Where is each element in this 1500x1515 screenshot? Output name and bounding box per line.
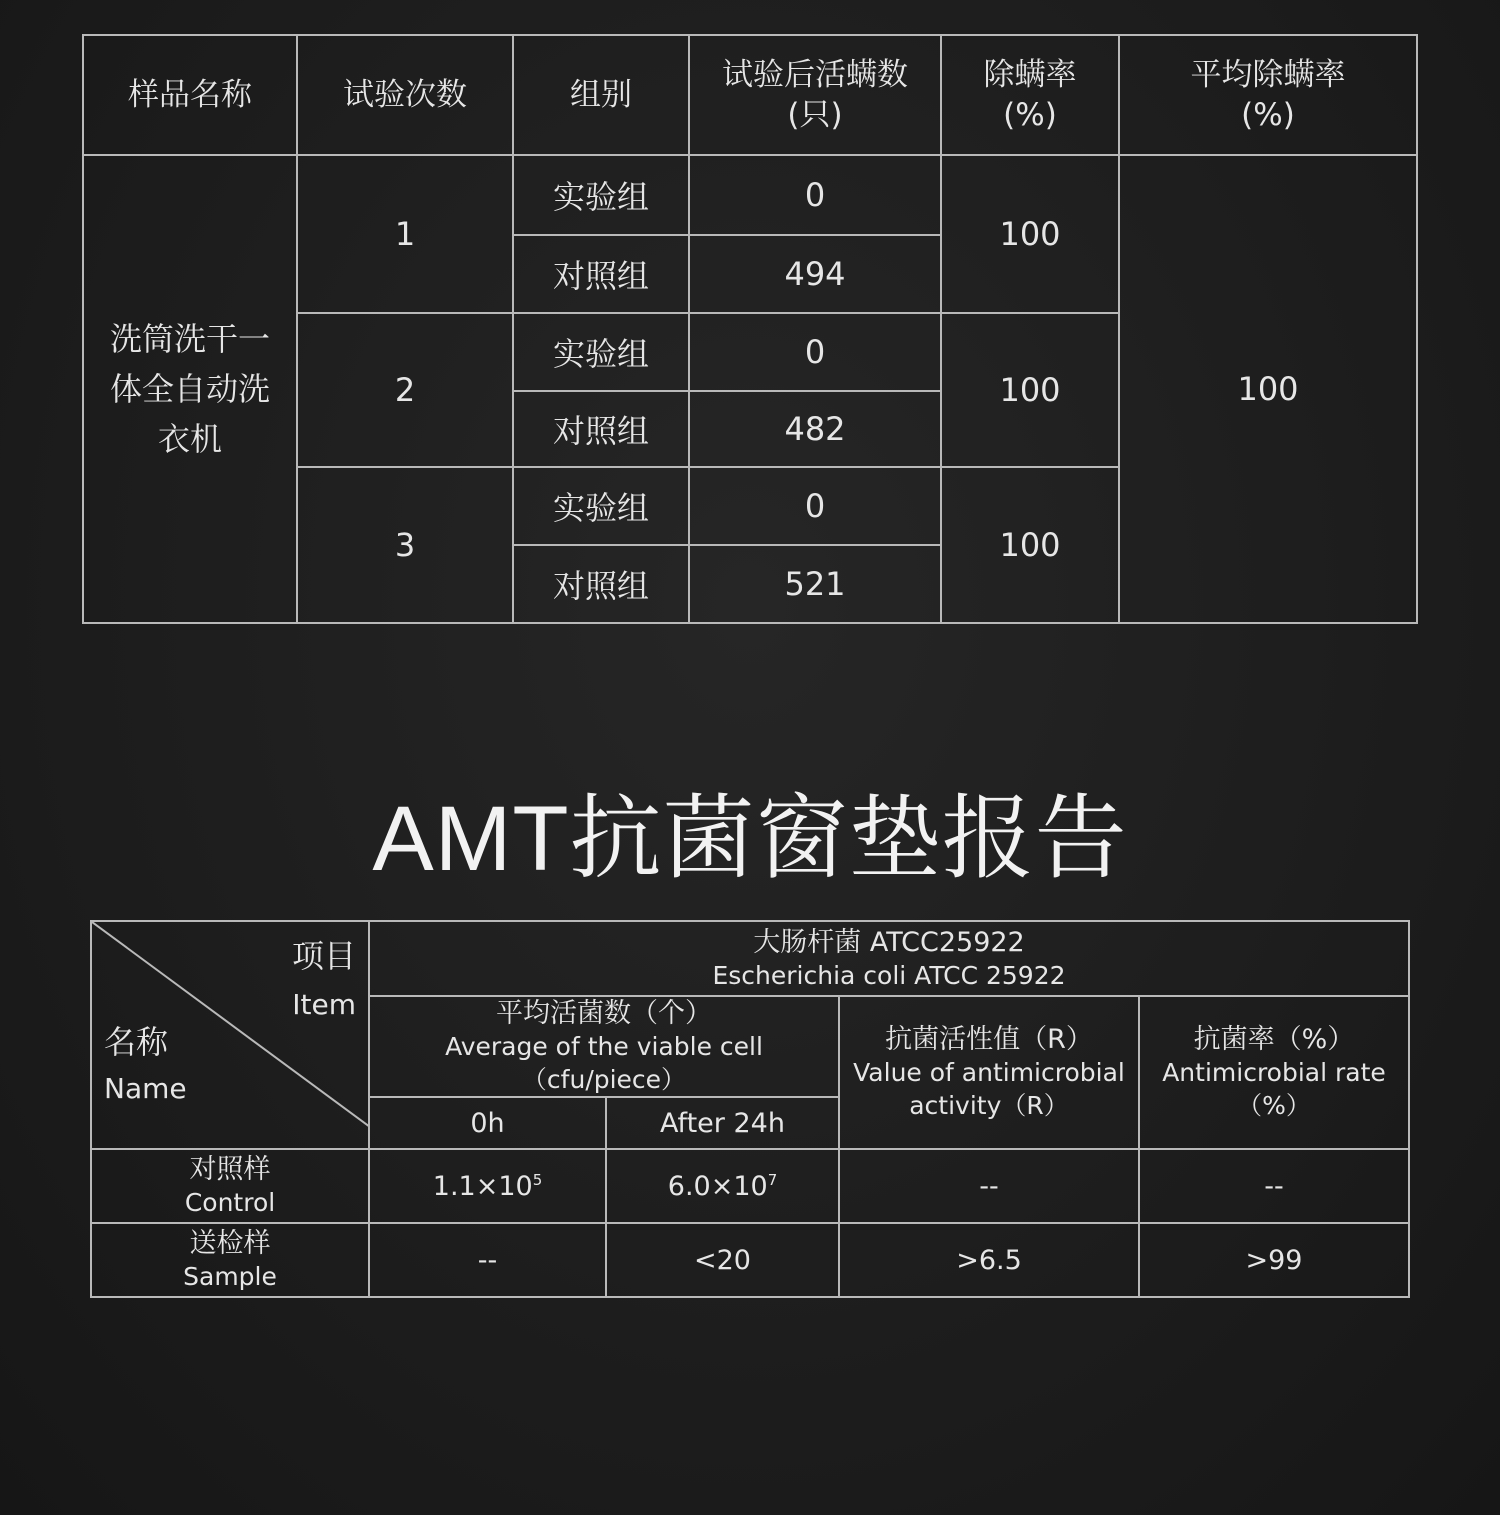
header-group: 组别 xyxy=(513,35,689,155)
header-removal-rate xyxy=(941,35,1119,155)
trial-number: 3 xyxy=(297,467,513,623)
mite-count: 482 xyxy=(689,391,941,467)
mite-count: 0 xyxy=(689,155,941,235)
row-name-control xyxy=(91,1149,369,1223)
row-name-cn: 送检样 xyxy=(189,1228,271,1259)
mite-count: 0 xyxy=(689,313,941,391)
mite-header-row xyxy=(83,35,1417,155)
rate-en-2: （%） xyxy=(1237,1091,1311,1120)
group-label: 实验组 xyxy=(513,313,689,391)
control-24h-value xyxy=(606,1149,839,1223)
activity-en-1: Value of antimicrobial xyxy=(853,1058,1125,1087)
removal-rate: 100 xyxy=(941,155,1119,313)
group-label: 对照组 xyxy=(513,545,689,623)
trial-number: 2 xyxy=(297,313,513,467)
control-rate-value: -- xyxy=(1139,1149,1409,1223)
header-avg-rate xyxy=(1119,35,1417,155)
activity-cn: 抗菌活性值（R） xyxy=(885,1024,1093,1055)
mite-count: 494 xyxy=(689,235,941,313)
control-activity-value: -- xyxy=(839,1149,1139,1223)
viable-cell-cn: 平均活菌数（个） xyxy=(496,998,712,1029)
value-base: 1.1×10 xyxy=(432,1170,533,1202)
header-sample-name: 样品名称 xyxy=(83,35,297,155)
group-label: 对照组 xyxy=(513,235,689,313)
sample-activity-value: >6.5 xyxy=(839,1223,1139,1297)
corner-item-en: Item xyxy=(292,988,356,1021)
section-title: AMT抗菌窗垫报告 xyxy=(372,788,1128,890)
corner-header-cell xyxy=(91,921,369,1149)
mite-count: 521 xyxy=(689,545,941,623)
viable-cell-en: Average of the viable cell（cfu/piece） xyxy=(445,1032,763,1094)
amt-header-row xyxy=(91,921,1409,996)
mite-removal-table xyxy=(82,34,1418,624)
value-base: 6.0×10 xyxy=(667,1170,768,1202)
row-name-sample xyxy=(91,1223,369,1297)
viable-cell-header xyxy=(369,996,839,1097)
corner-name-en: Name xyxy=(104,1072,187,1105)
header-live-mites xyxy=(689,35,941,155)
removal-rate: 100 xyxy=(941,467,1119,623)
removal-rate: 100 xyxy=(941,313,1119,467)
row-name-en: Sample xyxy=(183,1262,277,1291)
organism-header xyxy=(369,921,1409,996)
rate-en-1: Antimicrobial rate xyxy=(1162,1058,1386,1087)
header-avg-rate-cn: 平均除螨率 xyxy=(1190,57,1346,93)
rate-header xyxy=(1139,996,1409,1149)
table-row xyxy=(91,1223,1409,1297)
activity-header xyxy=(839,996,1139,1149)
header-live-mites-cn: 试验后活螨数 xyxy=(722,57,908,93)
group-label: 对照组 xyxy=(513,391,689,467)
mite-count: 0 xyxy=(689,467,941,545)
group-label: 实验组 xyxy=(513,155,689,235)
sample-name-line: 衣机 xyxy=(157,420,222,458)
corner-name-cn: 名称 xyxy=(104,1023,169,1061)
time-0h-header: 0h xyxy=(369,1097,606,1149)
sample-name-line: 洗筒洗干一 xyxy=(109,320,270,358)
corner-item-cn: 项目 xyxy=(291,937,356,975)
sample-name-line: 体全自动洗 xyxy=(109,370,270,408)
sample-name-cell xyxy=(83,155,297,623)
table-row xyxy=(83,155,1417,235)
table-row xyxy=(91,1149,1409,1223)
sample-rate-value: >99 xyxy=(1139,1223,1409,1297)
organism-en: Escherichia coli ATCC 25922 xyxy=(712,960,1066,990)
control-0h-value xyxy=(369,1149,606,1223)
amt-antibacterial-table xyxy=(90,920,1410,1298)
row-name-en: Control xyxy=(184,1188,276,1217)
time-24h-header: After 24h xyxy=(606,1097,839,1149)
row-name-cn: 对照样 xyxy=(189,1154,271,1185)
organism-cn: 大肠杆菌 ATCC25922 xyxy=(753,926,1025,958)
activity-en-2: activity（R） xyxy=(909,1091,1069,1120)
value-exponent: 7 xyxy=(767,1170,778,1189)
value-exponent: 5 xyxy=(532,1170,543,1189)
header-trial-count: 试验次数 xyxy=(297,35,513,155)
sample-24h-value: <20 xyxy=(606,1223,839,1297)
header-removal-rate-cn: 除螨率 xyxy=(983,57,1077,93)
group-label: 实验组 xyxy=(513,467,689,545)
rate-cn: 抗菌率（%） xyxy=(1193,1024,1355,1055)
header-removal-rate-unit: (%) xyxy=(1003,97,1057,133)
trial-number: 1 xyxy=(297,155,513,313)
average-rate: 100 xyxy=(1119,155,1417,623)
sample-0h-value: -- xyxy=(369,1223,606,1297)
header-live-mites-unit: (只) xyxy=(787,97,843,133)
header-avg-rate-unit: (%) xyxy=(1241,97,1295,133)
